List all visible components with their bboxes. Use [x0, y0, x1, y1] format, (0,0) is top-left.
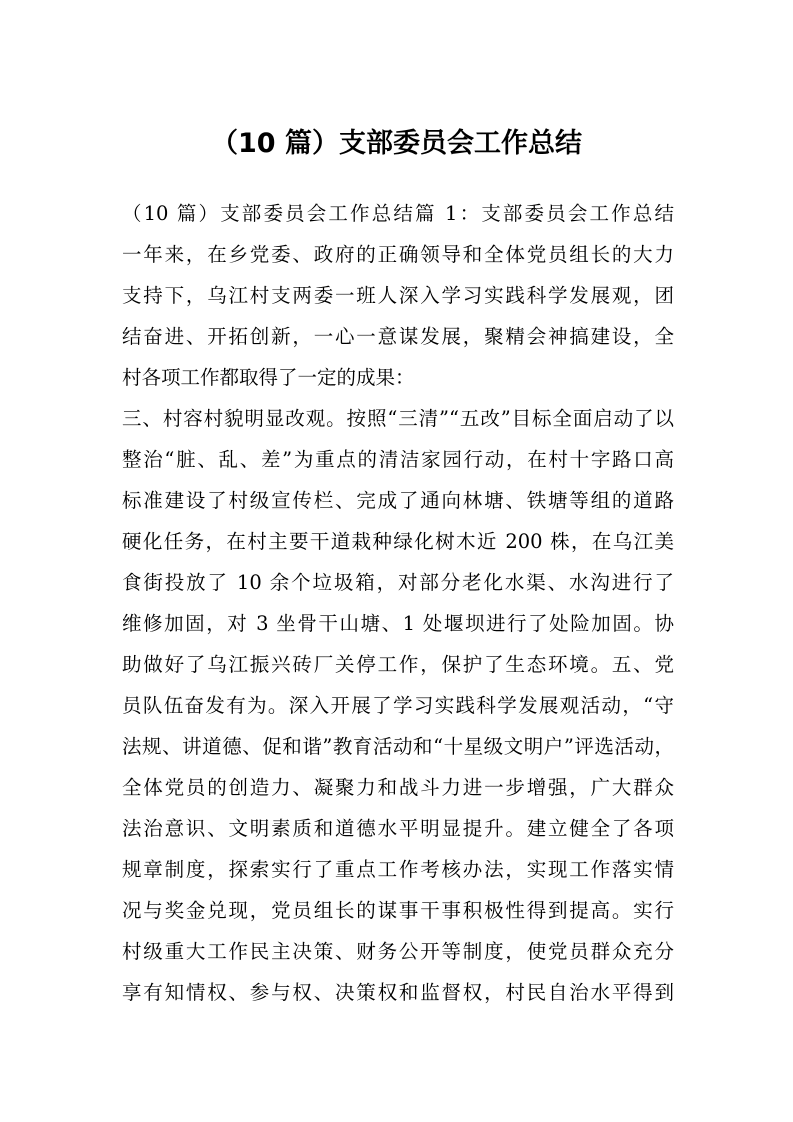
body-line: 享有知情权、参与权、决策权和监督权，村民自治水平得到	[122, 981, 674, 1004]
body-line: 员队伍奋发有为。深入开展了学习实践科学发展观活动，“守	[122, 694, 674, 717]
body-line: 一年来，在乡党委、政府的正确领导和全体党员组长的大力	[122, 243, 674, 266]
body-line: 助做好了乌江振兴砖厂关停工作，保护了生态环境。五、党	[122, 653, 674, 676]
body-line: 标准建设了村级宣传栏、完成了通向林塘、铁塘等组的道路	[122, 489, 674, 512]
body-line: 结奋进、开拓创新，一心一意谋发展，聚精会神搞建设，全	[122, 325, 674, 348]
body-line: 法治意识、文明素质和道德水平明显提升。建立健全了各项	[122, 817, 674, 840]
body-line: 村级重大工作民主决策、财务公开等制度，使党员群众充分	[122, 940, 674, 963]
body-line: 法规、讲道德、促和谐”教育活动和“十星级文明户”评选活动，	[122, 735, 674, 758]
document-title: （10 篇）支部委员会工作总结	[211, 128, 582, 159]
body-line: 全体党员的创造力、凝聚力和战斗力进一步增强，广大群众	[122, 776, 674, 799]
body-line: （10 篇）支部委员会工作总结篇 1：支部委员会工作总结	[122, 202, 674, 225]
body-line: 硬化任务，在村主要干道栽种绿化树木近 200 株，在乌江美	[122, 530, 674, 553]
body-line: 规章制度，探索实行了重点工作考核办法，实现工作落实情	[122, 858, 674, 881]
body-line: 三、村容村貌明显改观。按照“三清”“五改”目标全面启动了以	[122, 407, 674, 430]
body-line: 整治“脏、乱、差”为重点的清洁家园行动，在村十字路口高	[122, 448, 674, 471]
body-line: 维修加固，对 3 坐骨干山塘、1 处堰坝进行了处险加固。协	[122, 612, 674, 635]
body-line: 食街投放了 10 余个垃圾箱，对部分老化水渠、水沟进行了	[122, 571, 674, 594]
document-body	[122, 193, 674, 1013]
body-line: 况与奖金兑现，党员组长的谋事干事积极性得到提高。实行	[122, 899, 674, 922]
body-line: 支持下，乌江村支两委一班人深入学习实践科学发展观，团	[122, 284, 674, 307]
body-line: 村各项工作都取得了一定的成果：	[122, 366, 415, 389]
